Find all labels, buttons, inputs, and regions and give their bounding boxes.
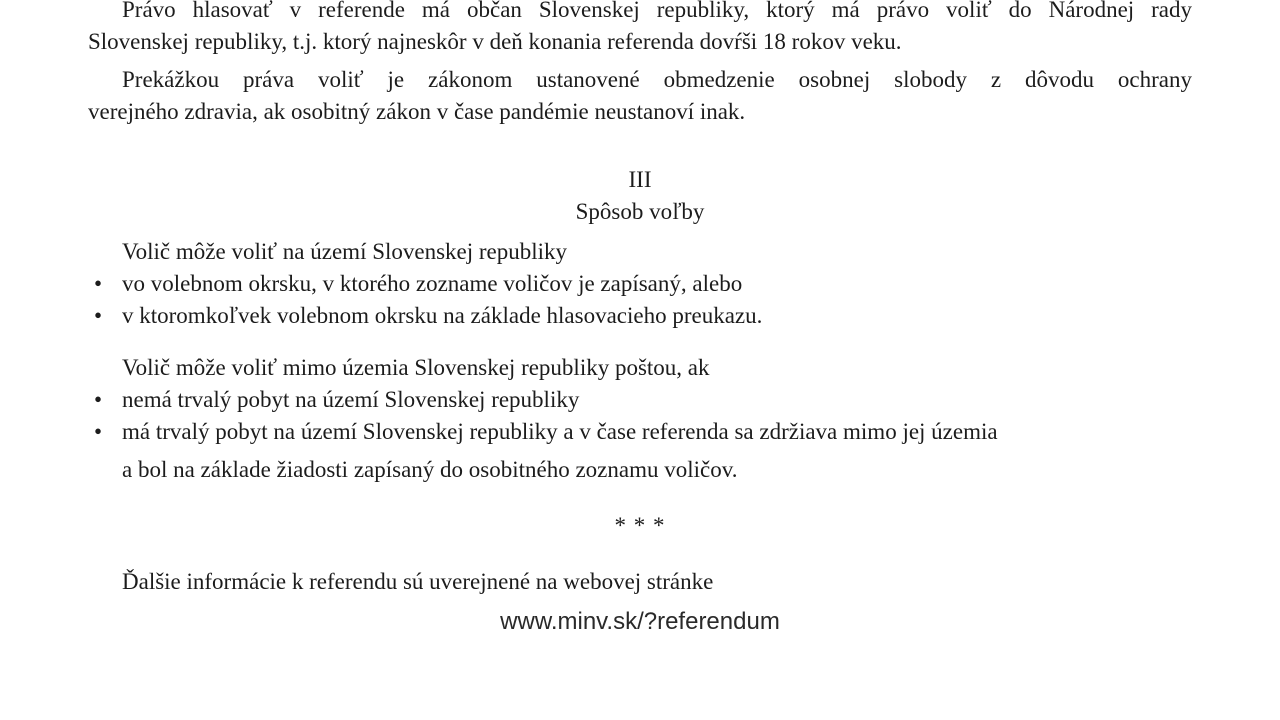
section-number: III — [628, 167, 652, 192]
list-item-text: vo volebnom okrsku, v ktorého zozname voličov je zapísaný, alebo — [122, 271, 743, 296]
voting-in-country-intro: Volič môže voliť na území Slovenskej republiky — [122, 239, 568, 264]
list-item-text: v ktoromkoľvek volebnom okrsku na základe hlasovacieho preukazu. — [122, 303, 763, 328]
paragraph-eligibility — [88, 0, 1192, 58]
list-item — [88, 268, 1192, 300]
voting-abroad-block — [88, 352, 1192, 448]
list-item-text: má trvalý pobyt na území Slovenskej republiky a v čase referenda sa zdržiava mimo jej územia — [122, 419, 998, 444]
paragraph-line: Právo hlasovať v referende má občan Slovenskej republiky, ktorý má právo voliť do Národnej rady — [122, 0, 1192, 22]
bullet-icon: • — [94, 303, 103, 328]
referendum-url-link[interactable]: www.minv.sk/?referendum — [500, 608, 780, 635]
bullet-icon: • — [94, 419, 103, 444]
paragraph-line: a bol na základe žiadosti zapísaný do osobitného zoznamu voličov. — [122, 457, 738, 482]
paragraph-line: Prekážkou práva voliť je zákonom ustanovené obmedzenie osobnej slobody z dôvodu ochrany — [122, 67, 1192, 92]
voting-abroad-continuation — [88, 454, 1192, 486]
paragraph-line: Slovenskej republiky, t.j. ktorý najneskôr v deň konania referenda dovŕši 18 rokov veku. — [88, 29, 902, 54]
list-item-text: nemá trvalý pobyt na území Slovenskej republiky — [122, 387, 580, 412]
list-item — [88, 300, 1192, 332]
footer-info-line: Ďalšie informácie k referendu sú uverejnené na webovej stránke — [122, 569, 714, 594]
paragraph-line: verejného zdravia, ak osobitný zákon v čase pandémie neustanoví inak. — [88, 99, 746, 124]
section-heading — [88, 164, 1192, 228]
voting-in-country-block — [88, 236, 1192, 332]
paragraph-restriction — [88, 64, 1192, 128]
list-item — [88, 416, 1192, 448]
bullet-icon: • — [94, 271, 103, 296]
bullet-icon: • — [94, 387, 103, 412]
asterisk-separator: * * * — [614, 513, 666, 538]
list-item — [88, 384, 1192, 416]
voting-abroad-intro: Volič môže voliť mimo územia Slovenskej republiky poštou, ak — [122, 355, 710, 380]
section-title: Spôsob voľby — [575, 199, 705, 224]
footer-info — [88, 566, 1192, 598]
